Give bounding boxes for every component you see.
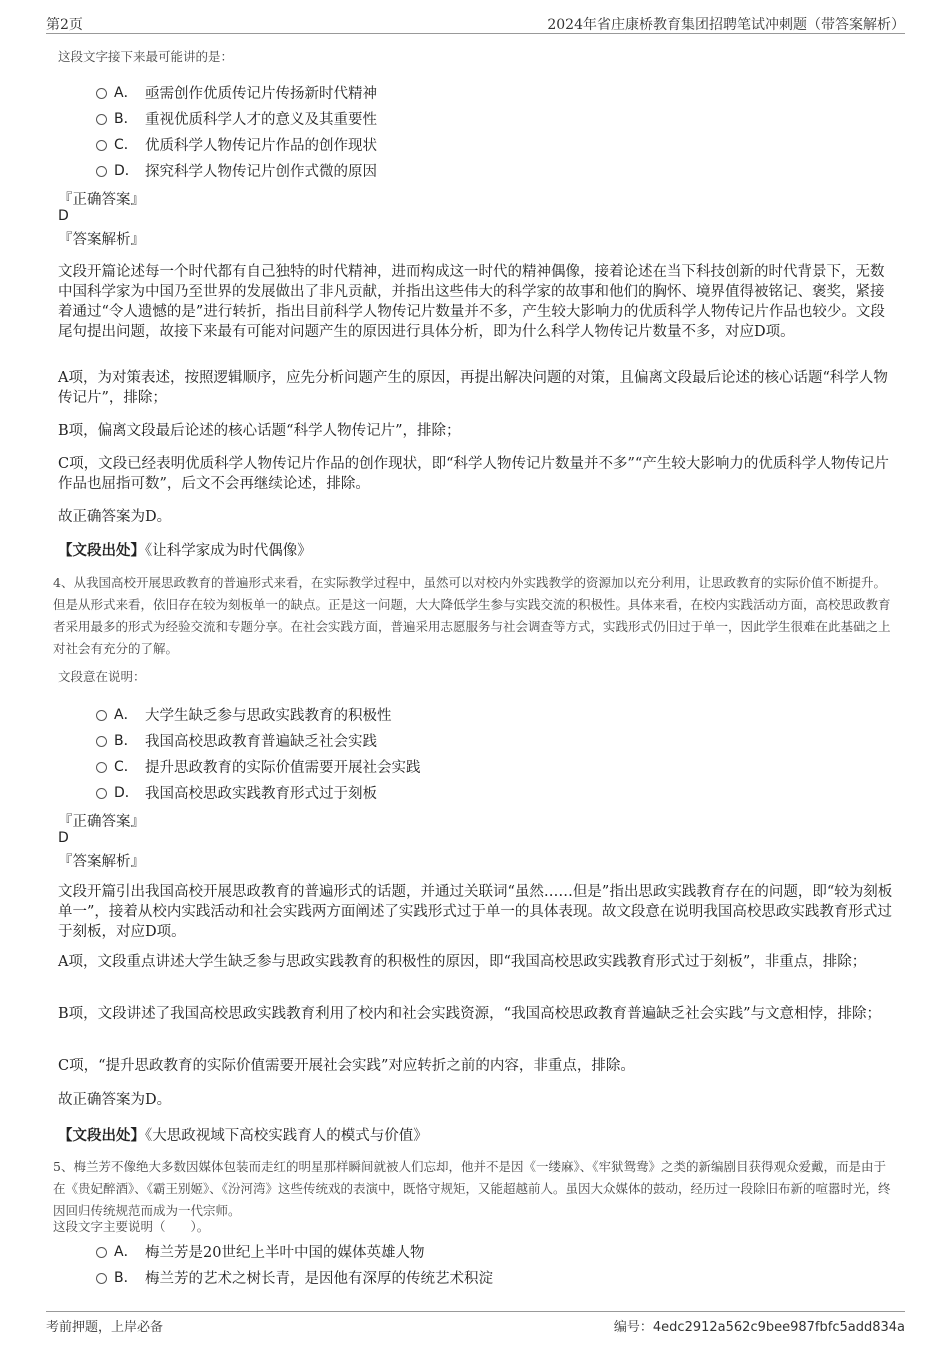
q3-analysis-label: 『答案解析』 — [58, 232, 145, 248]
q3-analysis-1: 文段开篇论述每一个时代都有自己独特的时代精神，进而构成这一时代的精神偶像，接着论述在当下科技创新的时代背景下，无数中国科学家为中国乃至世界的发展做出了非凡贡献，并指出这些伟大的科学家的故事和他们的胸怀、境界值得被铭记、褒奖，紧接着通过“令人遗憾的是”进行转折，指出目前科学人物传记片数量并不多，产生较大影响力的优质科学人物传记片作品也较少。文段尾句提出问题，故接下来最有可能对问题产生的原因进行具体分析，即为什么科学人物传记片数量不多，对应D项。 — [58, 264, 885, 340]
q4-answer: D — [58, 830, 69, 846]
option-letter: B． — [114, 733, 138, 749]
radio-icon[interactable] — [96, 1273, 107, 1284]
q4-answer-label: 『正确答案』 — [58, 814, 145, 830]
q4-analysis-4: C项，“提升思政教育的实际价值需要开展社会实践”对应转折之前的内容，非重点，排除。 — [58, 1058, 635, 1074]
q4-passage: 4、从我国高校开展思政教育的普遍形式来看，在实际教学过程中，虽然可以对校内外实践教学的资源加以充分利用，让思政教育的实际价值不断提升。但是从形式来看，依旧存在较为刻板单一的缺点。正是这一问题，大大降低学生参与实践交流的积极性。具体来看，在校内实践活动方面，高校思政教育者采用最多的形式为经验交流和专题分享。在社会实践方面，普遍采用志愿服务与社会调查等方式，实践形式仍旧过于单一，因此学生很难在此基础之上对社会有充分的了解。 — [53, 575, 891, 656]
q4-analysis-5: 故正确答案为D。 — [58, 1092, 172, 1108]
option-letter: A． — [114, 707, 138, 723]
option-text: 梅兰芳的艺术之树长青，是因他有深厚的传统艺术积淀 — [145, 1271, 493, 1287]
radio-icon[interactable] — [96, 710, 107, 721]
option-text: 我国高校思政教育普遍缺乏社会实践 — [145, 734, 377, 750]
page-footer — [46, 1311, 905, 1336]
q3-analysis-3: B项，偏离文段最后论述的核心话题“科学人物传记片”，排除； — [58, 423, 461, 439]
q3-answer: D — [58, 208, 69, 224]
q4-analysis-1: 文段开篇引出我国高校开展思政教育的普遍形式的话题，并通过关联词“虽然……但是”指出思政实践教育存在的问题，即“较为刻板单一”，接着从校内实践活动和社会实践两方面阐述了实践形式过于单一的具体表现。故文段意在说明我国高校思政实践教育形式过于刻板，对应D项。 — [58, 884, 893, 940]
code-label: 编号： — [613, 1320, 653, 1335]
page-number: 第2页 — [46, 17, 83, 33]
source-label: 【文段出处】 — [58, 1127, 145, 1144]
source-label: 【文段出处】 — [58, 542, 145, 559]
q3-analysis-4: C项，文段已经表明优质科学人物传记片作品的创作现状，即“科学人物传记片数量并不多”“产生较大影响力的优质科学人物传记片作品也屈指可数”，后文不会再继续论述，排除。 — [58, 456, 889, 492]
radio-icon[interactable] — [96, 140, 107, 151]
option-letter: C． — [114, 759, 138, 775]
code-value: 4edc2912a562c9bee987fbfc5add834a — [652, 1320, 905, 1335]
page-header — [46, 10, 905, 34]
option-text: 梅兰芳是20世纪上半叶中国的媒体英雄人物 — [145, 1245, 425, 1261]
radio-icon[interactable] — [96, 88, 107, 99]
option-letter: B． — [114, 111, 138, 127]
option-text: 亟需创作优质传记片传扬新时代精神 — [145, 86, 377, 102]
radio-icon[interactable] — [96, 788, 107, 799]
radio-icon[interactable] — [96, 114, 107, 125]
footer-slogan: 考前押题，上岸必备 — [46, 1320, 164, 1335]
option-letter: D． — [114, 163, 139, 179]
radio-icon[interactable] — [96, 166, 107, 177]
option-text: 大学生缺乏参与思政实践教育的积极性 — [145, 708, 392, 724]
option-letter: C． — [114, 137, 138, 153]
option-letter: A． — [114, 1244, 138, 1260]
option-letter: B． — [114, 1270, 138, 1286]
q3-source — [58, 539, 895, 560]
document-title: 2024年省庄康桥教育集团招聘笔试冲刺题（带答案解析） — [547, 17, 905, 33]
q3-analysis-5: 故正确答案为D。 — [58, 509, 172, 525]
source-title: 《让科学家成为时代偶像》 — [145, 543, 312, 559]
option-letter: A． — [114, 85, 138, 101]
q4-source — [58, 1124, 895, 1145]
option-text: 我国高校思政实践教育形式过于刻板 — [145, 786, 377, 802]
q3-answer-label: 『正确答案』 — [58, 192, 145, 208]
q5-prompt: 这段文字主要说明（ ）。 — [53, 1219, 210, 1234]
radio-icon[interactable] — [96, 736, 107, 747]
q5-passage: 5、梅兰芳不像绝大多数因媒体包装而走红的明星那样瞬间就被人们忘却，他并不是因《一缕麻》、《牢狱鸳鸯》之类的新编剧目获得观众爱戴，而是由于在《贵妃醉酒》、《霸王别姬》、《汾河湾》这些传统戏的表演中，既恪守规矩，又能超越前人。虽因大众媒体的鼓动，经历过一段除旧布新的喧嚣时光，终因回归传统规范而成为一代宗师。 — [53, 1159, 891, 1218]
document-code — [614, 1316, 905, 1335]
q4-prompt: 文段意在说明： — [58, 669, 146, 684]
q4-analysis-3: B项，文段讲述了我国高校思政实践教育利用了校内和社会实践资源，“我国高校思政教育普遍缺乏社会实践”与文意相悖，排除； — [58, 1006, 881, 1022]
option-letter: D． — [114, 785, 139, 801]
q4-analysis-2: A项，文段重点讲述大学生缺乏参与思政实践教育的积极性的原因，即“我国高校思政实践教育形式过于刻板”，非重点，排除； — [58, 954, 867, 970]
q4-analysis-label: 『答案解析』 — [58, 854, 145, 870]
radio-icon[interactable] — [96, 762, 107, 773]
option-text: 优质科学人物传记片作品的创作现状 — [145, 138, 377, 154]
option-text: 探究科学人物传记片创作式微的原因 — [145, 164, 377, 180]
source-title: 《大思政视域下高校实践育人的模式与价值》 — [145, 1128, 428, 1144]
option-text: 重视优质科学人才的意义及其重要性 — [145, 112, 377, 128]
q3-prompt: 这段文字接下来最可能讲的是： — [58, 49, 234, 64]
q3-analysis-2: A项，为对策表述，按照逻辑顺序，应先分析问题产生的原因，再提出解决问题的对策，且偏离文段最后论述的核心话题“科学人物传记片”，排除； — [58, 370, 888, 406]
radio-icon[interactable] — [96, 1247, 107, 1258]
option-text: 提升思政教育的实际价值需要开展社会实践 — [145, 760, 421, 776]
